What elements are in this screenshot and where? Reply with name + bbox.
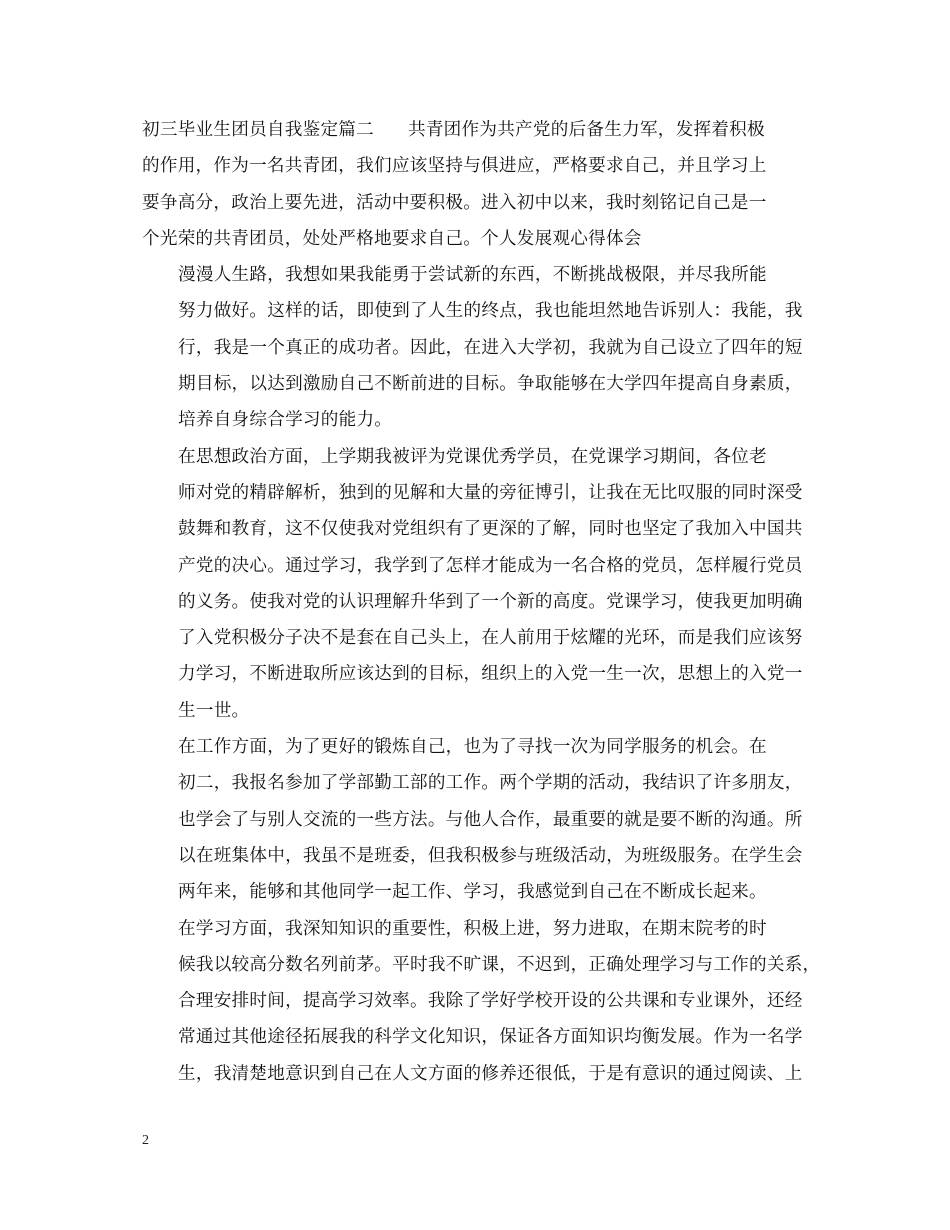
text-line: 在工作方面，为了更好的锻炼自己，也为了寻找一次为同学服务的机会。在 bbox=[178, 737, 767, 758]
text-line: 培养自身综合学习的能力。 bbox=[178, 410, 393, 431]
text-line: 在学习方面，我深知知识的重要性，积极上进，努力进取，在期末院考的时 bbox=[178, 918, 767, 939]
text-line: 了入党积极分子决不是套在自己头上，在人前用于炫耀的光环，而是我们应该努 bbox=[178, 628, 803, 649]
text-line: 常通过其他途径拓展我的科学文化知识，保证各方面知识均衡发展。作为一名学 bbox=[178, 1027, 803, 1048]
text-line: 行，我是一个真正的成功者。因此，在进入大学初，我就为自己设立了四年的短 bbox=[178, 337, 803, 358]
text-line: 候我以较高分数名列前茅。平时我不旷课，不迟到，正确处理学习与工作的关系， bbox=[178, 954, 821, 975]
paragraph-intro bbox=[142, 112, 822, 257]
text-line: 个光荣的共青团员，处处严格地要求自己。个人发展观心得体会 bbox=[142, 228, 642, 249]
text-line: 生，我清楚地意识到自己在人文方面的修养还很低，于是有意识的通过阅读、上 bbox=[178, 1063, 803, 1084]
text-line: 期目标，以达到激励自己不断前进的目标。争取能够在大学四年提高自身素质， bbox=[178, 374, 803, 395]
paragraph-life-goals bbox=[142, 257, 822, 438]
text-line: 以在班集体中，我虽不是班委，但我积极参与班级活动，为班级服务。在学生会 bbox=[178, 845, 803, 866]
paragraph-study bbox=[142, 911, 822, 1092]
text-line: 合理安排时间，提高学习效率。我除了学好学校开设的公共课和专业课外，还经 bbox=[178, 991, 803, 1012]
text-line: 的作用，作为一名共青团，我们应该坚持与俱进应，严格要求自己，并且学习上 bbox=[142, 156, 767, 177]
paragraph-political bbox=[142, 439, 822, 729]
text-line-content: 共青团作为共产党的后备生力军，发挥着积极 bbox=[407, 120, 765, 140]
text-line: 初二，我报名参加了学部勤工部的工作。两个学期的活动，我结识了许多朋友， bbox=[178, 773, 803, 794]
document-heading: 初三毕业生团员自我鉴定篇二 bbox=[142, 120, 374, 140]
paragraph-work bbox=[142, 729, 822, 910]
text-line: 努力做好。这样的话，即使到了人生的终点，我也能坦然地告诉别人：我能，我 bbox=[178, 301, 803, 322]
text-line: 师对党的精辟解析，独到的见解和大量的旁征博引，让我在无比叹服的同时深受 bbox=[178, 482, 803, 503]
text-line: 的义务。使我对党的认识理解升华到了一个新的高度。党课学习，使我更加明确 bbox=[178, 591, 803, 612]
text-line: 力学习，不断进取所应该达到的目标，组织上的入党一生一次，思想上的入党一 bbox=[178, 664, 803, 685]
page-number: 2 bbox=[142, 1133, 149, 1148]
text-line: 漫漫人生路，我想如果我能勇于尝试新的东西，不断挑战极限，并尽我所能 bbox=[178, 265, 767, 286]
text-line bbox=[142, 112, 822, 148]
document-body bbox=[142, 112, 822, 1092]
text-line: 鼓舞和教育，这不仅使我对党组织有了更深的了解，同时也坚定了我加入中国共 bbox=[178, 519, 803, 540]
text-line: 要争高分，政治上要先进，活动中要积极。进入初中以来，我时刻铭记自己是一 bbox=[142, 192, 767, 213]
text-line: 也学会了与别人交流的一些方法。与他人合作，最重要的就是要不断的沟通。所 bbox=[178, 809, 803, 830]
text-line: 生一世。 bbox=[178, 700, 250, 721]
text-line: 两年来，能够和其他同学一起工作、学习，我感觉到自己在不断成长起来。 bbox=[178, 882, 767, 903]
text-line: 在思想政治方面，上学期我被评为党课优秀学员，在党课学习期间，各位老 bbox=[178, 446, 767, 467]
text-line: 产党的决心。通过学习，我学到了怎样才能成为一名合格的党员，怎样履行党员 bbox=[178, 555, 803, 576]
